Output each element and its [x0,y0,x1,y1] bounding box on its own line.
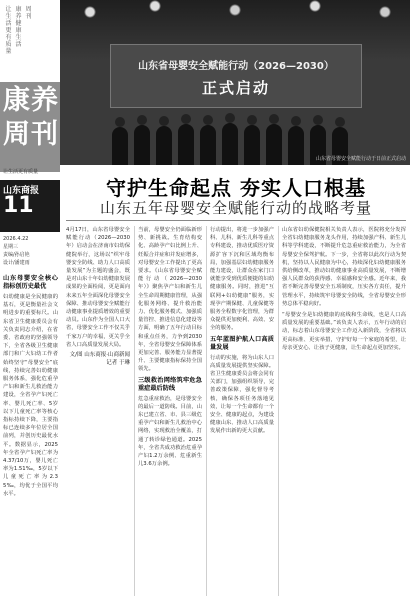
article-column-1 [66,226,130,598]
masthead-title-line1: 康养 [3,85,59,116]
subheading-1: 山东母婴安全核心指标创历史最优 [3,275,58,290]
editor-credit: 责编/孙启艳 [3,252,30,258]
subheading-3: 五年蓝图护航人口高质量发展 [210,335,274,351]
left-masthead-column [0,0,60,602]
column-divider [134,226,135,596]
page-number: 11 [3,193,34,218]
section-name: 山东商报 [3,186,40,196]
masthead-block [0,82,60,172]
article-col3-text: 行动提出，将进一步加强产科、儿科、新生儿科等重点专科建设，推动优质医疗资源扩容下沉和区域均衡布局，加强基层妇幼健康服务能力建设，让群众在家门口就能享受到优质便捷的妇幼健康服务。同时，推进“互联网+妇幼健康”服务，实现孕产期保健、儿童保健等服务全程数字化管理，为群众提供更加便利、高效、安全的服务。 [210,227,274,332]
screen-title: 山东省母婴安全赋能行动（2026—2030） [138,61,334,72]
event-photo [60,0,410,165]
article-col1-text: 4月17日，山东省母婴安全赋能行动（2026—2030年）启动会在济南市妇幼保健院举行，这场以“织牢母婴安全防线、助力人口高质量发展”为主题的盛会，既是对山东十年妇幼健康发展成果的全面检阅，更是面向未来五年全面深化母婴安全保障、推动母婴安全赋能行动健康事业提质增效的重要动员。山东作为全国人口大省，母婴安全工作不仅关乎千家万户的幸福，更关乎全省人口高质量发展大局。 [66,227,130,348]
main-headline: 守护生命起点 夯实人口根基 [106,176,366,200]
sub-headline: 山东五年母婴安全赋能行动的战略考量 [99,199,372,217]
article-byline: 文/图 山东商报·山商新闻记者 于琳 [69,352,130,367]
issue-weekday: 星期三 [3,244,19,250]
subheading-2: 三级救治网络筑牢危急重症最后防线 [138,376,202,392]
article-col4-text2: “母婴安全是妇幼健康的底线和生命线，也是人口高质量发展的重要基础。”该负责人表示，五年行动的启动，标志着山东母婴安全工作迈入新阶段，全省将以更高标准、更实举措，守护好每一个家庭的希望，让母亲更安心、让孩子更健康，让生命起点更加坚实。 [282,312,406,351]
masthead-title-line2: 周刊 [3,119,59,150]
vertical-decoration: 让生活更有质量 康养健康生活 周刊 [0,0,60,82]
headline-divider [66,220,406,221]
masthead-tagline: 让生活更有质量 [3,169,39,175]
photo-caption: 山东省母婴安全赋能行动于日前正式启动 [315,156,406,162]
article-col1-text2: 妇幼健康是全民健康的基石，更是衡量社会文明进步的重要标尺。山东省卫生健康委员会有关负责同志介绍，在省委、省政府的坚强领导下，全省各级卫生健康部门和广大妇幼工作者始终坚守“母婴安全”底线，持续完善妇幼健康服务体系，强化危重孕产妇和新生儿救治能力建设，全省孕产妇死亡率、婴儿死亡率、5岁以下儿童死亡率等核心指标持续下降，主要指标已连续多年位居全国前列，并创历史最优水平。数据显示，2025年全省孕产妇死亡率为4.37/10万，婴儿死亡率为1.51‰，5岁以下儿童死亡率为2.35‰，均优于全国平均水平。 [3,294,58,497]
section-box [0,180,60,232]
article-col4-text: 山东省妇幼保健院相关负责人表示，医院将充分发挥全省妇幼健康服务龙头作用，持续加强产科、新生儿科等学科建设，不断提升危急重症救治能力，为全省母婴安全保驾护航。下一步，全省将以此次行动为契机，坚持以人民健康为中心，持续深化妇幼健康服务供给侧改革，推动妇幼健康事业高质量发展，不断增强人民群众的获得感、幸福感和安全感。近年来，我省不断完善母婴安全五项制度，压实各方责任，提升管理水平，持续筑牢母婴安全防线，全省母婴安全形势总体平稳向好。 [282,227,406,307]
article-column-1-lower [3,272,58,598]
article-col3-text2: 行动的实施，将为山东人口高质量发展提供坚实保障。省卫生健康委员会将会同有关部门，加强组织领导，完善政策保障，强化督导考核，确保各项任务落地见效，让每一个生命都有一个安全、健康的起点，为建设健康山东、推动人口高质量发展作出新的更大贡献。 [210,354,274,435]
article-column-3 [210,226,274,598]
issue-date: 2026.4.22 [3,236,29,242]
column-divider [206,226,207,596]
article-column-4 [282,226,406,598]
screen-subtitle: 正式启动 [201,79,270,97]
article-column-2 [138,226,202,598]
article-col2-text2: 危急重症救治，是母婴安全的最后一道防线。目前，山东已建立省、市、县三级危重孕产妇和新生儿救治中心网络，实现救治全覆盖，打通了转诊绿色通道。2025年，全省共成功救治危重孕产妇1.2万余例、危重新生儿3.6万余例。 [138,395,202,468]
designer-credit: 设计/潘建雨 [3,260,30,266]
column-divider [278,226,279,596]
article-col2-text: 当前，母婴安全仍面临新形势、新挑战。生育结构变化、高龄孕产妇比例上升、妊娠合并症和并发症增多，对母婴安全工作提出了更高要求。《山东省母婴安全赋能行动（2026—2030年）》聚焦孕产妇和新生儿全生命周期健康管理，从强化服务网络、提升救治能力、优化服务模式、加强质量管控、推进信息化建设等方面，明确了五年行动目标和重点任务，力争到2030年，全省母婴安全保障体系更加完善、服务能力显著提升、主要健康指标保持全国领先。 [138,227,202,373]
